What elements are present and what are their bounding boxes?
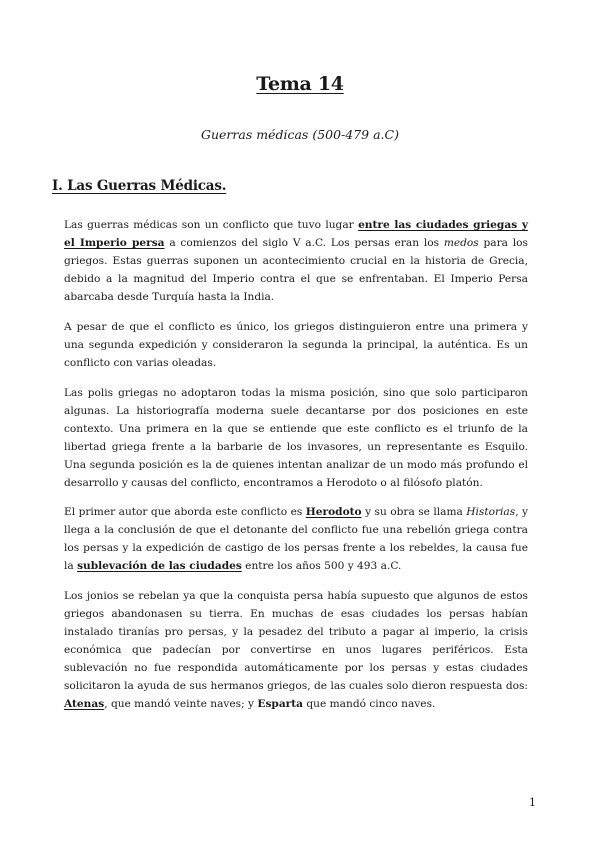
paragraph-5 [64, 587, 528, 713]
text-run: Los jonios se rebelan ya que la conquista persa había supuesto que algunos de estos griegos abandonasen su tierra. En muchas de esas ciudades los persas habían instalado tiranías pro persas, y la pesadez del tributo a pagar al imperio, la crisis económica que padecían por convertirse en unos lugares periféricos. Esta sublevación no fue respondida automáticamente por los persas y estas ciudades solicitaron la ayuda de sus hermanos griegos, de las cuales solo dieron respuesta dos: [64, 590, 528, 692]
page-number: 1 [529, 796, 536, 809]
highlighted-term: Atenas [64, 698, 105, 710]
text-run: , que mandó veinte naves; y [104, 698, 258, 710]
text-run: Las guerras médicas son un conflicto que tuvo lugar [64, 219, 359, 231]
text-run: a comienzos del siglo V a.C. Los persas eran los [164, 237, 444, 249]
highlighted-term: entre las ciudades griegas y el Imperio persa [64, 219, 528, 249]
paragraph-1 [64, 216, 528, 306]
bold-term: Esparta [257, 698, 304, 710]
highlighted-term: sublevación de las ciudades [77, 560, 242, 572]
italic-term: Historias [466, 506, 516, 518]
text-run: entre los años 500 y 493 a.C. [241, 560, 402, 572]
paragraph-4-text [64, 503, 528, 575]
paragraph-1-text [64, 216, 528, 306]
paragraph-3-text: Las polis griegas no adoptaron todas la misma posición, sino que solo participaron algunas. La historiografía moderna suele decantarse por dos posiciones en este contexto. Una primera en la que se entiende que este conflicto es el triunfo de la libertad griega frente a la barbarie de los invasores, un representante es Esquilo. Una segunda posición es la de quienes intentan analizar de un modo más profundo el desarrollo y causas del conflicto, encontramos a Herodoto o al filósofo platón. [64, 387, 528, 489]
highlighted-term: Herodoto [305, 506, 362, 518]
paragraph-3 [64, 384, 528, 492]
text-run: , y llega a la conclusión de que el detonante del conflicto fue una rebelión griega contra los persas y la expedición de castigo de los persas frente a los rebeldes, la causa fue la [64, 506, 528, 572]
text-run: para los griegos. Estas guerras suponen un acontecimiento crucial en la historia de Grecia, debido a la magnitud del Imperio contra el que se enfrentaban. El Imperio Persa abarcaba desde Turquía hasta la India. [64, 237, 528, 303]
page-title: Tema 14 [256, 73, 344, 95]
page-subtitle: Guerras médicas (500-479 a.C) [201, 127, 399, 142]
section-heading: I. Las Guerras Médicas. [52, 178, 227, 194]
paragraph-5-text [64, 587, 528, 713]
paragraph-2-text: A pesar de que el conflicto es único, los griegos distinguieron entre una primera y una segunda expedición y consideraron la segunda la principal, la auténtica. Es un conflicto con varias oleadas. [64, 321, 528, 369]
text-run: y su obra se llama [361, 506, 467, 518]
text-run: El primer autor que aborda este conflicto es [64, 506, 306, 518]
paragraph-2 [64, 318, 528, 372]
text-run: que mandó cinco naves. [303, 698, 436, 710]
italic-term: medos [443, 237, 479, 249]
paragraph-4 [64, 503, 528, 575]
